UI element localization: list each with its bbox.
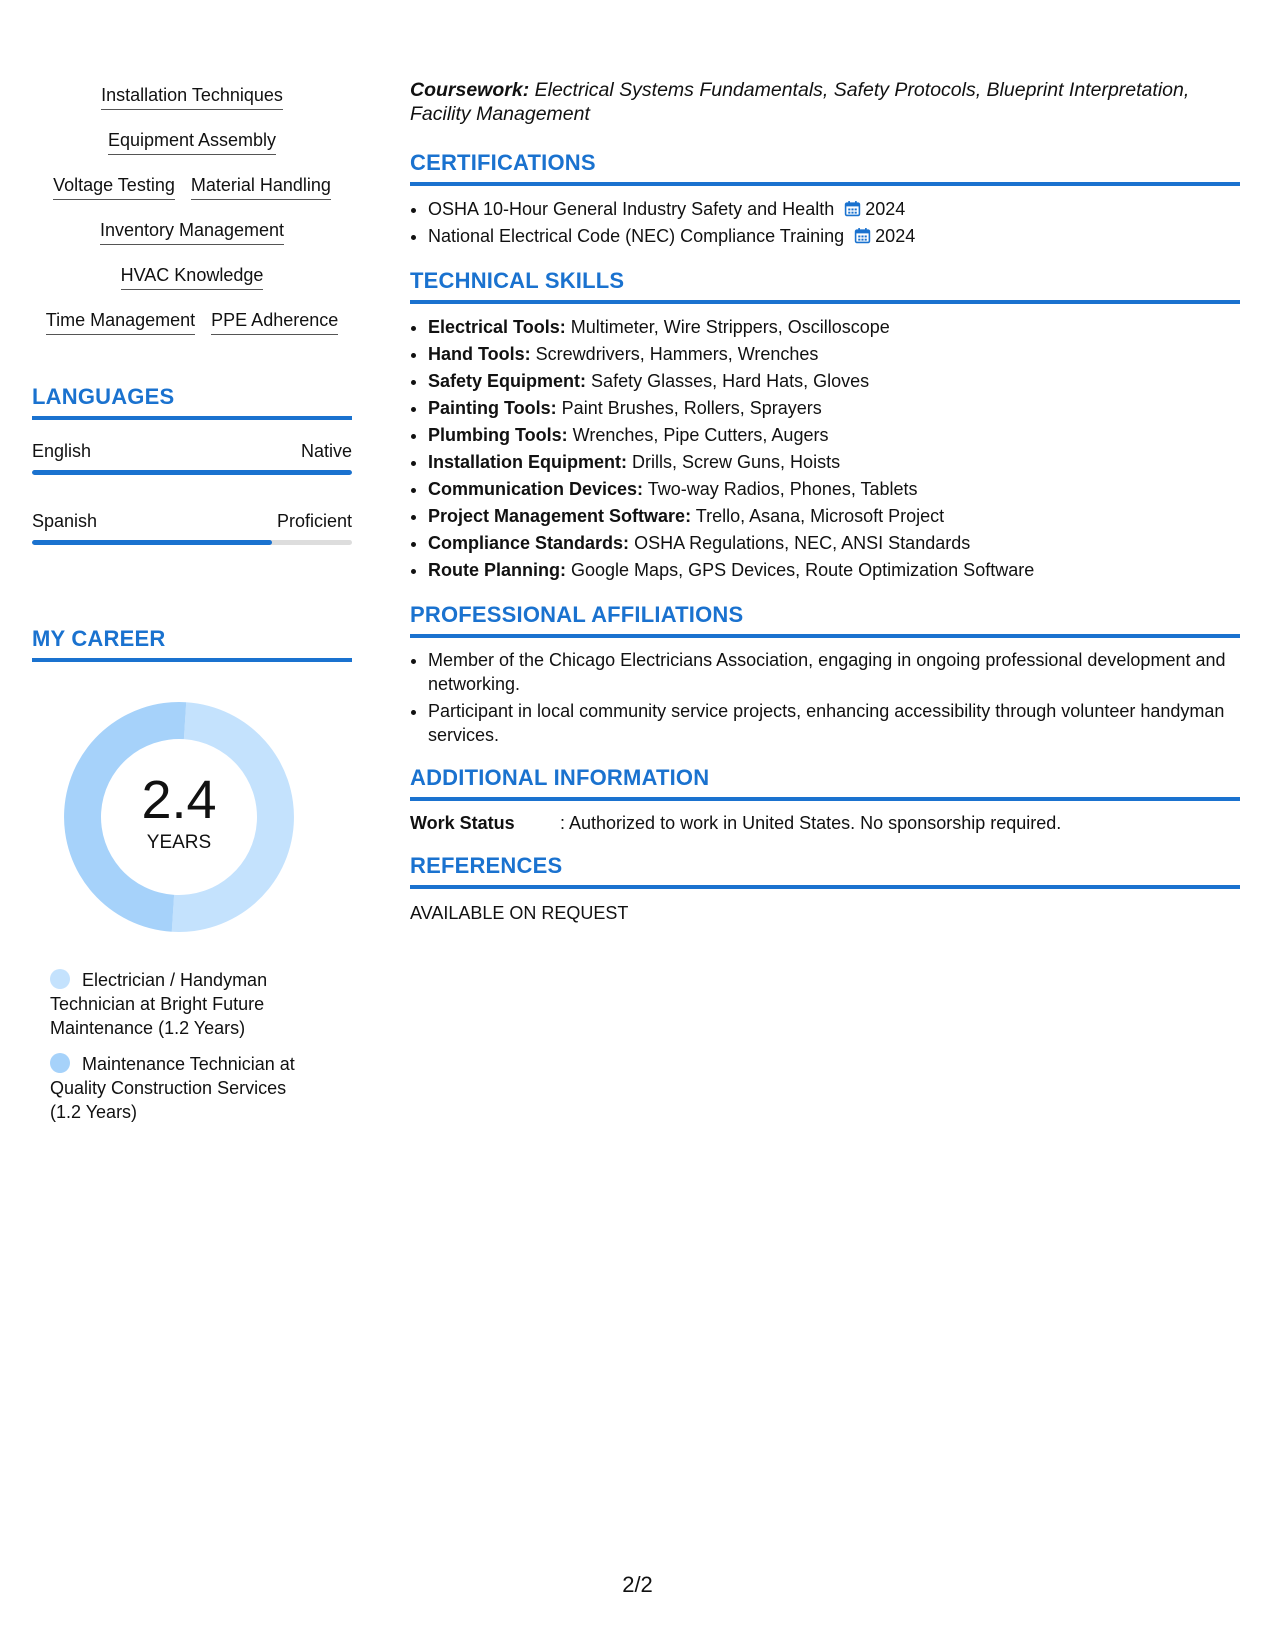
language-name: English xyxy=(32,441,92,461)
technical-skill-label: Safety Equipment: xyxy=(428,371,587,391)
career-title: MY CAREER xyxy=(32,626,352,662)
skills-row xyxy=(32,84,352,129)
work-status-label: Work Status xyxy=(410,813,515,833)
certification-date xyxy=(844,199,905,219)
career-legend-label: Electrician / Handyman Technician at Bright Future Maintenance (1.2 Years) xyxy=(50,970,268,1038)
affiliations-title: PROFESSIONAL AFFILIATIONS xyxy=(410,602,1240,638)
certification-date xyxy=(854,226,915,246)
technical-skills-section xyxy=(410,268,1240,584)
coursework xyxy=(410,78,1240,126)
technical-skill-value: Trello, Asana, Microsoft Project xyxy=(695,506,945,526)
technical-skill-label: Plumbing Tools: xyxy=(428,425,568,445)
certification-item xyxy=(428,196,1240,223)
technical-skill-value: Safety Glasses, Hard Hats, Gloves xyxy=(591,371,870,391)
technical-skill-value: Wrenches, Pipe Cutters, Augers xyxy=(572,425,829,445)
references-section xyxy=(410,853,1240,925)
skill-tag: HVAC Knowledge xyxy=(121,264,264,290)
language-proficiency-bar xyxy=(32,540,352,545)
technical-skill-value: Paint Brushes, Rollers, Sprayers xyxy=(561,398,822,418)
coursework-text: Electrical Systems Fundamentals, Safety Protocols, Blueprint Interpretation, Facility Management xyxy=(410,79,1190,125)
language-proficiency-fill xyxy=(32,470,352,475)
technical-skill-label: Compliance Standards: xyxy=(428,533,630,553)
affiliations-list xyxy=(410,648,1240,747)
affiliations-section xyxy=(410,602,1240,747)
technical-skill-label: Project Management Software: xyxy=(428,506,692,526)
coursework-label: Coursework: xyxy=(410,79,530,101)
donut-center xyxy=(64,702,294,932)
technical-skill-label: Communication Devices: xyxy=(428,479,644,499)
technical-skill-item xyxy=(428,341,1240,368)
skills-row xyxy=(32,309,352,354)
technical-skill-item xyxy=(428,314,1240,341)
technical-skill-item xyxy=(428,530,1240,557)
career-donut-chart xyxy=(64,702,294,932)
career-total-unit: YEARS xyxy=(146,832,212,853)
skill-tag: Material Handling xyxy=(191,174,331,200)
technical-skill-item xyxy=(428,395,1240,422)
technical-skills-title: TECHNICAL SKILLS xyxy=(410,268,1240,304)
skills-row xyxy=(32,129,352,174)
language-level: Native xyxy=(300,441,352,461)
right-column xyxy=(410,78,1240,925)
languages-list xyxy=(32,440,352,560)
language-proficiency-fill xyxy=(32,540,272,545)
affiliation-item: • Participant in local community service projects, enhancing accessibility through volunteer handyman services. xyxy=(428,699,1240,747)
language-row xyxy=(32,510,352,532)
legend-color-dot xyxy=(50,1053,70,1073)
career-total-years: 2.4 xyxy=(141,770,217,830)
technical-skill-item xyxy=(428,503,1240,530)
technical-skill-item xyxy=(428,449,1240,476)
technical-skill-item xyxy=(428,476,1240,503)
language-item xyxy=(32,510,352,560)
skill-tag: Inventory Management xyxy=(100,219,284,245)
references-text: AVAILABLE ON REQUEST xyxy=(410,903,629,923)
language-item xyxy=(32,440,352,490)
page-number: 2/2 xyxy=(622,1572,653,1597)
affiliation-item: • Member of the Chicago Electricians Association, engaging in ongoing professional development and networking. xyxy=(428,648,1240,696)
language-row xyxy=(32,440,352,462)
additional-info-section xyxy=(410,765,1240,835)
skill-tag: Equipment Assembly xyxy=(108,129,276,155)
technical-skill-value: Screwdrivers, Hammers, Wrenches xyxy=(535,344,819,364)
skill-tag: PPE Adherence xyxy=(211,309,338,335)
technical-skill-item xyxy=(428,368,1240,395)
calendar-icon xyxy=(854,225,871,242)
technical-skill-value: Google Maps, GPS Devices, Route Optimization Software xyxy=(571,560,1035,580)
skills-row xyxy=(32,174,352,219)
language-level: Proficient xyxy=(276,511,352,531)
technical-skill-label: Painting Tools: xyxy=(428,398,557,418)
technical-skill-item xyxy=(428,557,1240,584)
technical-skill-value: Drills, Screw Guns, Hoists xyxy=(632,452,841,472)
certification-year: 2024 xyxy=(875,226,916,246)
career-section xyxy=(32,626,352,1124)
career-legend-item xyxy=(50,968,320,1040)
certifications-title: CERTIFICATIONS xyxy=(410,150,1240,186)
certification-name: National Electrical Code (NEC) Compliance Training xyxy=(428,226,845,246)
career-legend-item xyxy=(50,1052,320,1124)
languages-section xyxy=(32,384,352,560)
technical-skills-list xyxy=(410,314,1240,584)
additional-info-title: ADDITIONAL INFORMATION xyxy=(410,765,1240,801)
certification-year: 2024 xyxy=(865,199,906,219)
technical-skill-value: OSHA Regulations, NEC, ANSI Standards xyxy=(634,533,971,553)
technical-skill-label: Installation Equipment: xyxy=(428,452,628,472)
technical-skill-label: Route Planning: xyxy=(428,560,566,580)
certification-name: OSHA 10-Hour General Industry Safety and Health xyxy=(428,199,835,219)
language-name: Spanish xyxy=(32,511,98,531)
technical-skill-label: Hand Tools: xyxy=(428,344,531,364)
left-column xyxy=(32,84,352,1136)
technical-skill-label: Electrical Tools: xyxy=(428,317,566,337)
skill-tag: Voltage Testing xyxy=(53,174,175,200)
skill-tag: Time Management xyxy=(46,309,195,335)
legend-color-dot xyxy=(50,969,70,989)
technical-skill-value: Multimeter, Wire Strippers, Oscilloscope xyxy=(570,317,890,337)
skill-tag: Installation Techniques xyxy=(101,84,283,110)
work-status-value: : Authorized to work in United States. No sponsorship required. xyxy=(560,813,1062,833)
work-status-row xyxy=(410,811,1240,835)
languages-title: LANGUAGES xyxy=(32,384,352,420)
technical-skill-item xyxy=(428,422,1240,449)
references-title: REFERENCES xyxy=(410,853,1240,889)
certification-item xyxy=(428,223,1240,250)
skills-row xyxy=(32,264,352,309)
career-legend-label: Maintenance Technician at Quality Construction Services (1.2 Years) xyxy=(50,1054,295,1122)
technical-skill-value: Two-way Radios, Phones, Tablets xyxy=(647,479,918,499)
certifications-section xyxy=(410,150,1240,250)
calendar-icon xyxy=(844,198,861,215)
certifications-list xyxy=(410,196,1240,250)
language-proficiency-bar xyxy=(32,470,352,475)
skills-tag-list xyxy=(32,84,352,354)
career-legend xyxy=(50,968,320,1124)
skills-row xyxy=(32,219,352,264)
